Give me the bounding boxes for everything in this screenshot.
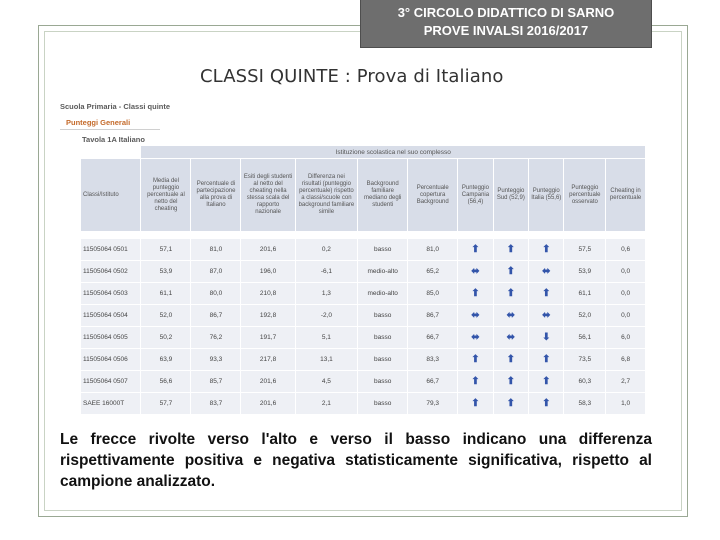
table-cell: 76,2 (191, 327, 241, 349)
comparison-cell (458, 305, 493, 327)
comparison-cell (458, 327, 493, 349)
table-cell: medio-alto (358, 283, 408, 305)
arrow-left-right-icon: ⬌ (542, 309, 551, 321)
table-cell: 201,6 (241, 393, 295, 415)
table-cell: 0,6 (606, 239, 646, 261)
comparison-cell (529, 305, 564, 327)
table-cell: 86,7 (408, 305, 458, 327)
table-cell: 81,0 (191, 239, 241, 261)
table-cell: 13,1 (295, 349, 358, 371)
table-cell: 201,6 (241, 239, 295, 261)
table-cell: 11505064 0505 (81, 327, 141, 349)
results-table (80, 145, 646, 415)
column-header: Background familiare mediano degli studenti (358, 159, 408, 232)
table-cell: 93,3 (191, 349, 241, 371)
school-name: 3° CIRCOLO DIDATTICO DI SARNO (397, 5, 615, 20)
arrow-up-icon: ⬆ (506, 397, 516, 409)
column-header: Media del punteggio percentuale al netto del cheating (141, 159, 191, 232)
table-cell: 57,1 (141, 239, 191, 261)
comparison-cell (493, 283, 528, 305)
comparison-cell (493, 305, 528, 327)
arrow-up-icon: ⬆ (542, 243, 551, 255)
table-cell: basso (358, 305, 408, 327)
table-row (81, 393, 646, 415)
table-cell: 63,9 (141, 349, 191, 371)
table-cell: basso (358, 371, 408, 393)
comparison-cell (529, 371, 564, 393)
table-cell: 85,0 (408, 283, 458, 305)
table-cell: 192,8 (241, 305, 295, 327)
arrow-up-icon: ⬆ (506, 287, 516, 299)
table-row (81, 261, 646, 283)
table-cell: 80,0 (191, 283, 241, 305)
table-cell: 52,0 (564, 305, 606, 327)
comparison-cell (458, 349, 493, 371)
arrow-up-icon: ⬆ (506, 243, 516, 255)
breadcrumb-school: Scuola Primaria - Classi quinte (60, 102, 171, 111)
table-row (81, 327, 646, 349)
arrow-left-right-icon: ⬌ (471, 331, 480, 343)
column-header: Punteggio percentuale osservato (564, 159, 606, 232)
table-cell: 11505064 0501 (81, 239, 141, 261)
breadcrumb-scores: Punteggi Generali (66, 118, 131, 127)
table-cell: 65,2 (408, 261, 458, 283)
table-cell: 2,7 (606, 371, 646, 393)
page-title: CLASSI QUINTE : Prova di Italiano (200, 66, 504, 87)
table-cell: 0,0 (606, 283, 646, 305)
column-header: Punteggio Italia (55,6) (529, 159, 564, 232)
table-spacer (81, 232, 646, 239)
table-cell: basso (358, 349, 408, 371)
arrow-up-icon: ⬆ (506, 265, 516, 277)
comparison-cell (493, 261, 528, 283)
table-cell: 61,1 (141, 283, 191, 305)
arrow-left-right-icon: ⬌ (542, 265, 551, 277)
table-cell: 83,3 (408, 349, 458, 371)
arrow-up-icon: ⬆ (542, 287, 551, 299)
table-cell: SAEE 16000T (81, 393, 141, 415)
table-cell: basso (358, 393, 408, 415)
table-cell: 66,7 (408, 327, 458, 349)
table-cell: 210,8 (241, 283, 295, 305)
arrow-up-icon: ⬆ (471, 375, 480, 387)
table-cell: 79,3 (408, 393, 458, 415)
comparison-cell (529, 393, 564, 415)
table-cell: 86,7 (191, 305, 241, 327)
arrow-up-icon: ⬆ (506, 375, 516, 387)
column-header: Punteggio Campania (56,4) (458, 159, 493, 232)
table-cell: 11505064 0506 (81, 349, 141, 371)
table-cell: 217,8 (241, 349, 295, 371)
table-cell: 66,7 (408, 371, 458, 393)
comparison-cell (529, 239, 564, 261)
comparison-cell (493, 349, 528, 371)
comparison-cell (493, 239, 528, 261)
arrow-left-right-icon: ⬌ (471, 309, 480, 321)
table-cell: 60,3 (564, 371, 606, 393)
table-row (81, 283, 646, 305)
table-cell: 0,0 (606, 261, 646, 283)
table-cell: 11505064 0507 (81, 371, 141, 393)
table-cell: basso (358, 239, 408, 261)
table-cell: 201,6 (241, 371, 295, 393)
table-title: Tavola 1A Italiano (82, 135, 145, 144)
arrow-up-icon: ⬆ (542, 353, 551, 365)
tab-divider (60, 129, 160, 130)
table-cell: 73,5 (564, 349, 606, 371)
table-cell: 4,5 (295, 371, 358, 393)
table-row (81, 349, 646, 371)
arrow-left-right-icon: ⬌ (506, 331, 516, 343)
group-header: Istituzione scolastica nel suo complesso (141, 146, 646, 159)
comparison-cell (493, 371, 528, 393)
comparison-cell (529, 283, 564, 305)
table-cell: 87,0 (191, 261, 241, 283)
arrow-up-icon: ⬆ (471, 397, 480, 409)
table-cell: 85,7 (191, 371, 241, 393)
table-cell: 56,1 (564, 327, 606, 349)
table-cell: 2,1 (295, 393, 358, 415)
table-cell: 50,2 (141, 327, 191, 349)
arrow-up-icon: ⬆ (471, 243, 480, 255)
column-header: Percentuale di partecipazione alla prova di Italiano (191, 159, 241, 232)
comparison-cell (493, 393, 528, 415)
test-year: PROVE INVALSI 2016/2017 (423, 23, 589, 38)
header-empty (81, 146, 141, 159)
arrow-left-right-icon: ⬌ (506, 309, 516, 321)
table-cell: 53,9 (564, 261, 606, 283)
column-header: Classi/Istituto (81, 159, 141, 232)
table-cell: 1,0 (606, 393, 646, 415)
comparison-cell (458, 239, 493, 261)
comparison-cell (458, 393, 493, 415)
arrow-down-icon: ⬇ (542, 331, 551, 343)
comparison-cell (493, 327, 528, 349)
table-cell: 5,1 (295, 327, 358, 349)
comparison-cell (458, 371, 493, 393)
table-cell: 11505064 0503 (81, 283, 141, 305)
arrow-up-icon: ⬆ (471, 287, 480, 299)
table-cell: basso (358, 327, 408, 349)
column-header: Esiti degli studenti al netto del cheating nella stessa scala del rapporto nazionale (241, 159, 295, 232)
table-cell: 52,0 (141, 305, 191, 327)
table-cell: 83,7 (191, 393, 241, 415)
table-cell: -6,1 (295, 261, 358, 283)
table-cell: 0,0 (606, 305, 646, 327)
table-cell: 196,0 (241, 261, 295, 283)
table-cell: 6,8 (606, 349, 646, 371)
column-header: Cheating in percentuale (606, 159, 646, 232)
table-cell: 191,7 (241, 327, 295, 349)
table-cell: 0,2 (295, 239, 358, 261)
arrow-up-icon: ⬆ (506, 353, 516, 365)
table-cell: 61,1 (564, 283, 606, 305)
table-cell: 57,5 (564, 239, 606, 261)
table-cell: 6,0 (606, 327, 646, 349)
table-cell: 11505064 0504 (81, 305, 141, 327)
comparison-cell (458, 283, 493, 305)
column-header: Percentuale copertura Background (408, 159, 458, 232)
table-cell: 81,0 (408, 239, 458, 261)
table-cell: medio-alto (358, 261, 408, 283)
table-row (81, 305, 646, 327)
table-cell: -2,0 (295, 305, 358, 327)
table-cell: 58,3 (564, 393, 606, 415)
comparison-cell (529, 349, 564, 371)
arrow-up-icon: ⬆ (542, 397, 551, 409)
arrow-left-right-icon: ⬌ (471, 265, 480, 277)
column-header: Punteggio Sud (52,9) (493, 159, 528, 232)
column-header: Differenza nei risultati (punteggio percentuale) rispetto a classi/scuole con background familiare simile (295, 159, 358, 232)
table-row (81, 371, 646, 393)
table-cell: 1,3 (295, 283, 358, 305)
table-cell: 11505064 0502 (81, 261, 141, 283)
arrow-legend-caption: Le frecce rivolte verso l'alto e verso il basso indicano una differenza rispettivamente positiva e negativa statisticamente significativa, rispetto al campione analizzato. (60, 431, 652, 490)
arrow-up-icon: ⬆ (542, 375, 551, 387)
comparison-cell (529, 327, 564, 349)
arrow-up-icon: ⬆ (471, 353, 480, 365)
school-header (360, 0, 652, 48)
table-cell: 53,9 (141, 261, 191, 283)
table-cell: 57,7 (141, 393, 191, 415)
comparison-cell (458, 261, 493, 283)
table-cell: 56,6 (141, 371, 191, 393)
comparison-cell (529, 261, 564, 283)
table-row (81, 239, 646, 261)
